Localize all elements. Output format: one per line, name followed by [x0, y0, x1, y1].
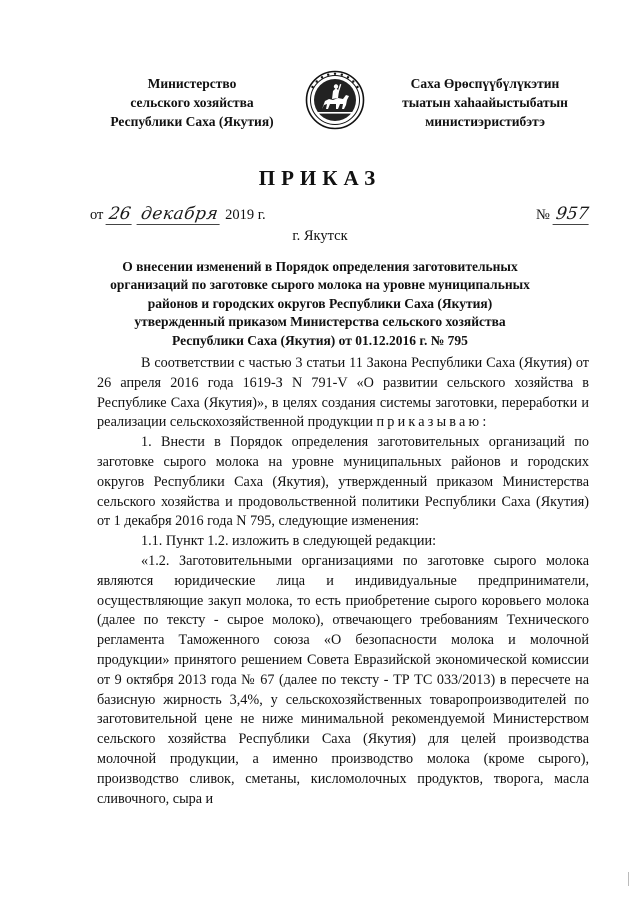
page-edge-mark: [628, 872, 632, 886]
coat-of-arms-emblem-icon: [305, 70, 365, 130]
header-right-line: Саха Өрөспүүбүлүкэтин: [410, 76, 560, 91]
city: г. Якутск: [292, 228, 348, 244]
ministry-name-russian: [92, 74, 292, 131]
ministry-name-yakut: [390, 74, 580, 131]
paragraph-item-1: 1. Внести в Порядок определения заготовительных организаций по заготовке сырого молока на уровне муниципальных районов и городских округов Республики Саха (Якутия), утвержденный приказом Министерства сельского хозяйства и продовольственной политики Республики Саха (Якутия) от 1 декабря 2016 года N 795, следующие изменения:: [97, 434, 589, 530]
date-year: 2019 г.: [225, 207, 266, 223]
order-body: [97, 354, 589, 809]
letterhead: [0, 74, 640, 154]
handwritten-month: декабря: [137, 204, 223, 225]
order-number: [536, 204, 590, 225]
order-subject: [100, 258, 540, 350]
subject-line: Республики Саха (Якутия) от 01.12.2016 г. № 795: [172, 332, 468, 348]
header-right-line: тыатын хаһаайыстыбатын: [402, 95, 568, 110]
subject-line: районов и городских округов Республики Саха (Якутия): [147, 295, 493, 311]
subject-line: утвержденный приказом Министерства сельского хозяйства: [134, 314, 506, 330]
subject-line: О внесении изменений в Порядок определения заготовительных: [122, 259, 518, 274]
header-left-line: Республики Саха (Якутия): [110, 114, 274, 129]
order-date: [90, 204, 266, 225]
order-word: приказываю:: [376, 414, 490, 431]
paragraph-clause-1-2: «1.2. Заготовительными организациями по заготовке сырого молока являются юридические лица и индивидуальные предприниматели, осуществляющие закуп молока, то есть приобретение сырого коровьего молока (далее по тексту - сырое молоко), отвечающего требованиям Технического регламента Таможенного союза «О безопасности молока и молочной продукции» принятого решением Совета Евразийской экономической комиссии от 9 октября 2013 года № 67 (далее по тексту - ТР ТС 033/2013) в пересчете на базисную жирность 3,4%, у сельскохозяйственных товаропроизводителей по заготовительной цене не ниже минимальной рекомендуемой Министерством сельского хозяйства Республики Саха (Якутия) для целей производства молочной продукции, а именно производство молока (кроме сырого), производство сливок, сметаны, кисломолочных продуктов, творога, масла сливочного, сыра и: [97, 552, 589, 807]
preamble-text: В соответствии с частью 3 статьи 11 Закона Республики Саха (Якутия) от 26 апреля 2016 года 1619-З N 791-V «О развитии сельского хозяйства в Республике Саха (Якутия)», в целях создания системы заготовки, переработки и реализации сельскохозяйственной продукции: [97, 355, 589, 431]
number-prefix: №: [536, 207, 550, 223]
paragraph-preamble: [97, 354, 589, 433]
document-title: ПРИКАЗ: [258, 166, 382, 190]
header-left-line: Министерство: [147, 76, 237, 91]
handwritten-day: 26: [106, 204, 135, 225]
paragraph-item-1-1: 1.1. Пункт 1.2. изложить в следующей редакции:: [141, 533, 437, 550]
header-right-line: министиэристибэтэ: [425, 114, 545, 129]
handwritten-number: 957: [552, 204, 591, 225]
date-prefix: от: [90, 207, 104, 223]
subject-line: организаций по заготовке сырого молока на уровне муниципальных: [110, 277, 530, 293]
header-left-line: сельского хозяйства: [130, 95, 254, 110]
